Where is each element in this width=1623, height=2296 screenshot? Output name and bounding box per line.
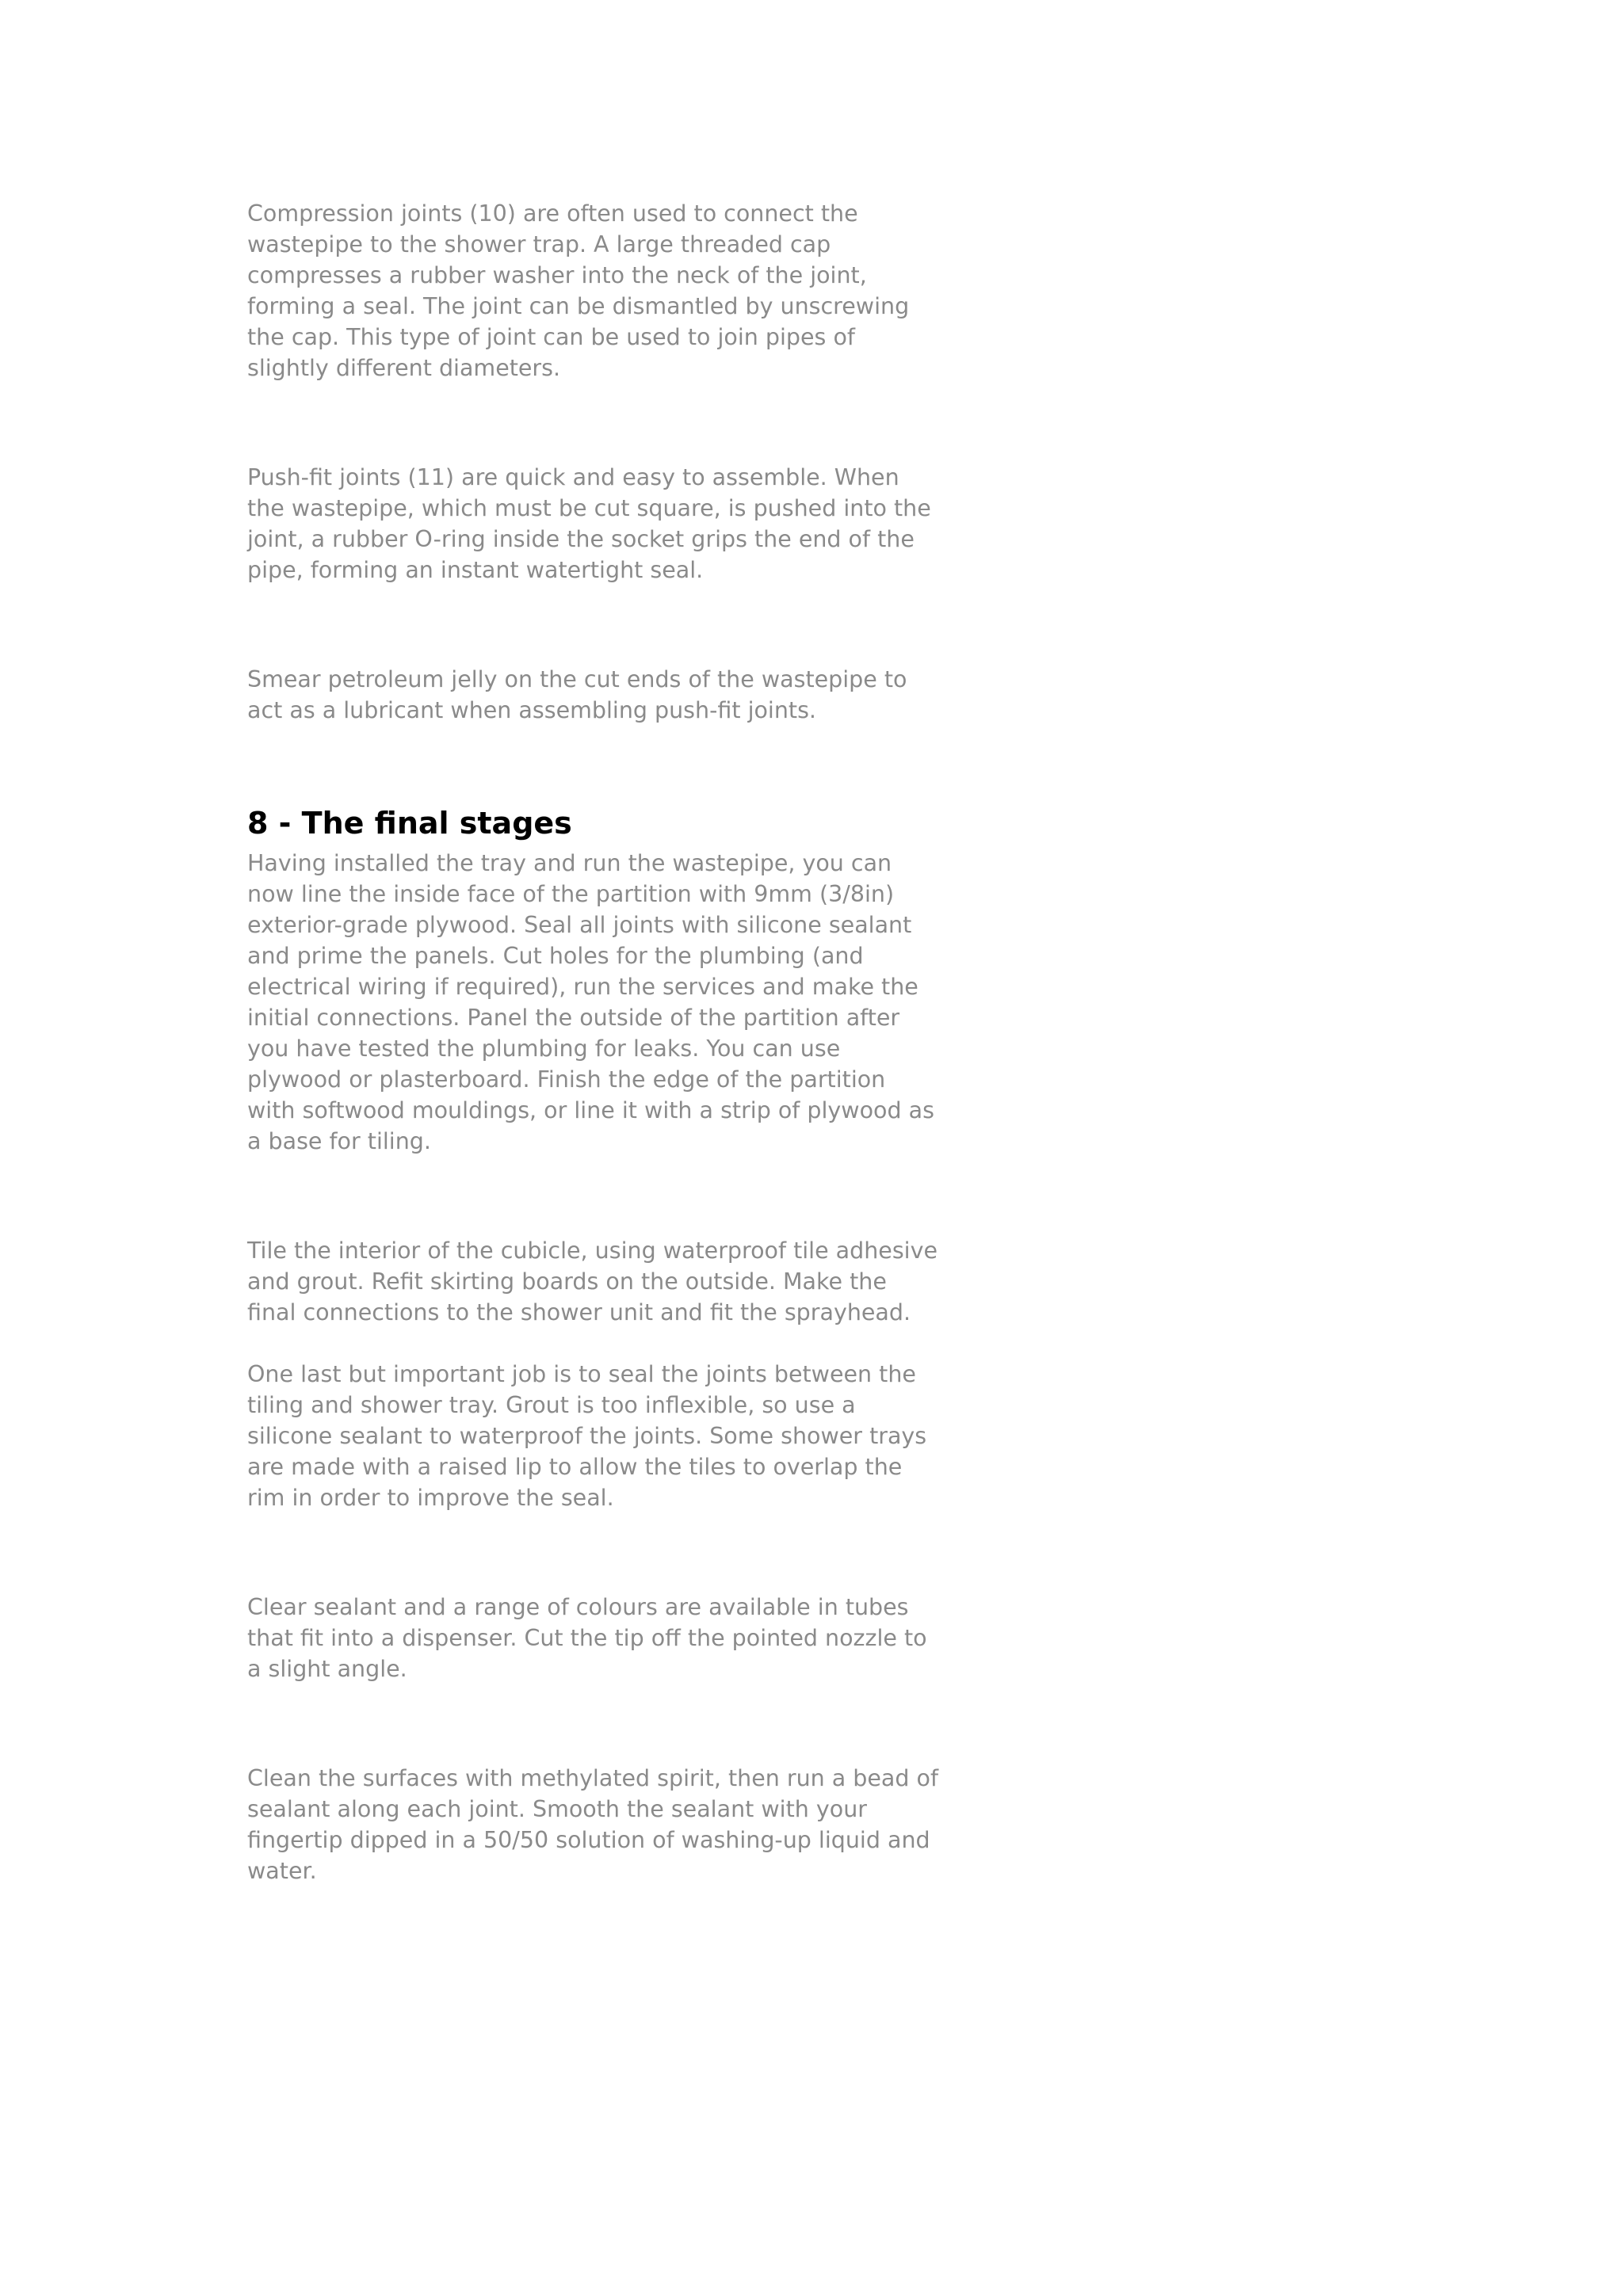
- paragraph-seal-joints: One last but important job is to seal the joints between the tiling and shower tray. Grout is too inflexible, so use a silicone sealant to waterproof the joints. Some shower trays are made with a raised lip to allow the tiles to overlap the rim in order to improve the seal.: [247, 1361, 927, 1511]
- paragraph-compression-joints: Compression joints (10) are often used to connect the wastepipe to the shower trap. A large threaded cap compresses a rubber washer into the neck of the joint, forming a seal. The joint can be dismantled by unscrewing the cap. This type of joint can be used to join pipes of slightly different diameters.: [247, 200, 910, 381]
- paragraph-petroleum-jelly: Smear petroleum jelly on the cut ends of the wastepipe to act as a lubricant when assembling push-fit joints.: [247, 666, 907, 723]
- text-column: [247, 198, 976, 1886]
- section-heading: 8 - The final stages: [247, 806, 572, 841]
- paragraph-clear-sealant: Clear sealant and a range of colours are available in tubes that fit into a dispenser. Cut the tip off the pointed nozzle to a slight angle.: [247, 1594, 927, 1682]
- paragraph-final-stages-lining: Having installed the tray and run the wastepipe, you can now line the inside face of the partition with 9mm (3/8in) exterior-grade plywood. Seal all joints with silicone sealant and prime the panels. Cut holes for the plumbing (and electrical wiring if required), run the services and make the initial connections. Panel the outside of the partition after you have tested the plumbing for leaks. You can use plywood or plasterboard. Finish the edge of the partition with softwood mouldings, or line it with a strip of plywood as a base for tiling.: [247, 850, 934, 1154]
- paragraph-push-fit-joints: Push-fit joints (11) are quick and easy to assemble. When the wastepipe, which must be cut square, is pushed into the joint, a rubber O-ring inside the socket grips the end of the pipe, forming an instant watertight seal.: [247, 464, 931, 583]
- paragraph-clean-surfaces: Clean the surfaces with methylated spirit, then run a bead of sealant along each joint. Smooth the sealant with your fingertip dipped in a 50/50 solution of washing-up liquid and water.: [247, 1765, 938, 1884]
- paragraph-tile-interior: Tile the interior of the cubicle, using waterproof tile adhesive and grout. Refit skirting boards on the outside. Make the final connections to the shower unit and fit the sprayhead.: [247, 1238, 938, 1325]
